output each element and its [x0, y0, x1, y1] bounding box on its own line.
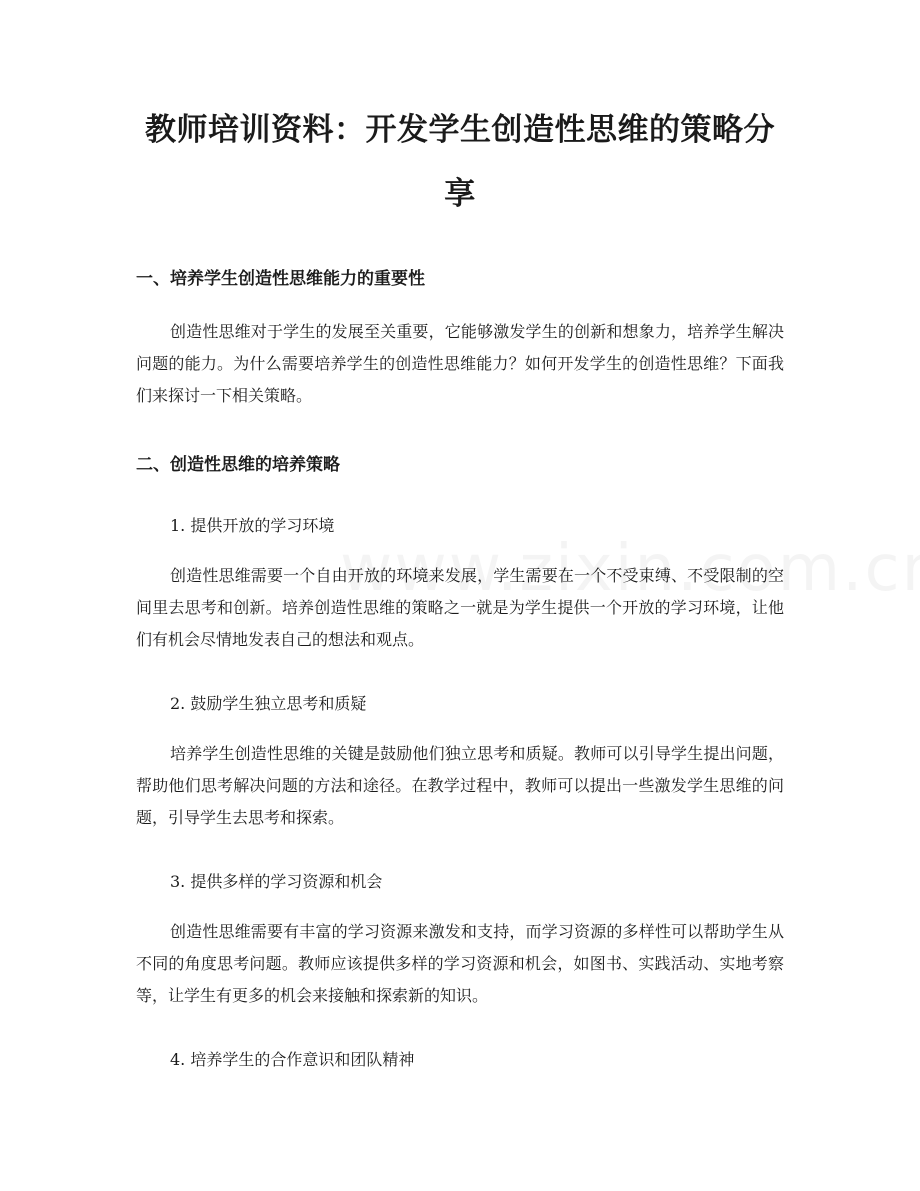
strategy-item-3-paragraph: 创造性思维需要有丰富的学习资源来激发和支持，而学习资源的多样性可以帮助学生从不同的角度思考问题。教师应该提供多样的学习资源和机会，如图书、实践活动、实地考察等，让学生有更多的机会来接触和探索新的知识。	[136, 922, 784, 1005]
document-title: 教师培训资料：开发学生创造性思维的策略分享	[145, 112, 775, 212]
strategy-item-2-title: 2. 鼓励学生独立思考和质疑	[170, 694, 367, 713]
strategy-item-1-title: 1. 提供开放的学习环境	[170, 516, 335, 535]
strategy-item-3-title: 3. 提供多样的学习资源和机会	[170, 872, 383, 891]
strategy-item-4-title: 4. 培养学生的合作意识和团队精神	[170, 1050, 415, 1069]
section-heading-2: 二、创造性思维的培养策略	[136, 455, 340, 475]
section-1-paragraph: 创造性思维对于学生的发展至关重要，它能够激发学生的创新和想象力，培养学生解决问题的能力。为什么需要培养学生的创造性思维能力？如何开发学生的创造性思维？下面我们来探讨一下相关策略。	[136, 322, 784, 405]
section-heading-1: 一、培养学生创造性思维能力的重要性	[136, 269, 425, 289]
strategy-item-2-paragraph: 培养学生创造性思维的关键是鼓励他们独立思考和质疑。教师可以引导学生提出问题，帮助他们思考解决问题的方法和途径。在教学过程中，教师可以提出一些激发学生思维的问题，引导学生去思考和探索。	[136, 744, 784, 827]
strategy-item-1-paragraph: 创造性思维需要一个自由开放的环境来发展，学生需要在一个不受束缚、不受限制的空间里去思考和创新。培养创造性思维的策略之一就是为学生提供一个开放的学习环境，让他们有机会尽情地发表自己的想法和观点。	[136, 566, 784, 649]
